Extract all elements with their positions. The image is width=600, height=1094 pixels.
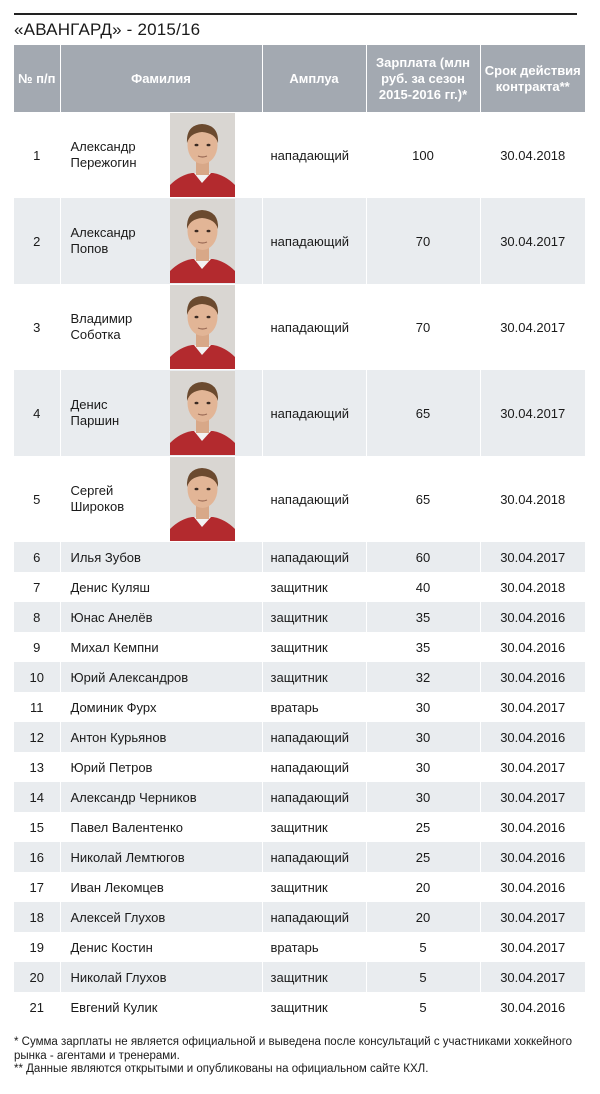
row-number: 12 [14,722,60,752]
player-role: защитник [262,662,366,692]
player-photo [170,371,235,455]
player-name: Михал Кемпни [60,632,262,662]
player-photo [170,199,235,283]
player-last-name: Широков [70,499,125,514]
row-number: 21 [14,992,60,1022]
player-role: защитник [262,602,366,632]
player-role: нападающий [262,722,366,752]
row-number: 2 [14,198,60,284]
footnote-salary: * Сумма зарплаты не является официальной и выведена после консультаций с участниками хоккейного рынка - агентами и тренерами. [14,1036,573,1062]
player-salary: 5 [366,992,480,1022]
player-last-name: Паршин [70,413,120,428]
contract-date: 30.04.2016 [480,872,585,902]
player-role: вратарь [262,932,366,962]
table-row [14,812,585,842]
contract-date: 30.04.2017 [480,902,585,932]
player-name: Юнас Анелёв [60,602,262,632]
row-number: 9 [14,632,60,662]
player-name: Александр Черников [60,782,262,812]
contract-date: 30.04.2017 [480,692,585,722]
table-row [14,112,585,198]
player-name: Антон Курьянов [60,722,262,752]
footnotes [14,1036,594,1077]
player-role: нападающий [262,456,366,542]
contract-date: 30.04.2018 [480,112,585,198]
player-salary: 20 [366,902,480,932]
table-row [14,692,585,722]
table-row [14,842,585,872]
table-row [14,572,585,602]
player-salary: 70 [366,284,480,370]
title-rule [14,13,577,15]
player-name: Юрий Петров [60,752,262,782]
header-contract: Срок действия контракта** [480,45,585,112]
row-number: 18 [14,902,60,932]
contract-date: 30.04.2017 [480,932,585,962]
player-name: Алексей Глухов [60,902,262,932]
table-row [14,662,585,692]
contract-date: 30.04.2016 [480,842,585,872]
row-number: 5 [14,456,60,542]
table-row [14,722,585,752]
player-name: Павел Валентенко [60,812,262,842]
contract-date: 30.04.2017 [480,284,585,370]
footnote-contract: ** Данные являются открытыми и опубликованы на официальном сайте КХЛ. [14,1063,429,1075]
player-name-cell [60,456,262,542]
player-salary: 20 [366,872,480,902]
player-role: нападающий [262,284,366,370]
player-role: защитник [262,812,366,842]
table-row [14,902,585,932]
player-first-name: Сергей [70,483,114,498]
player-name: Иван Лекомцев [60,872,262,902]
row-number: 15 [14,812,60,842]
row-number: 17 [14,872,60,902]
player-salary: 35 [366,602,480,632]
player-salary: 25 [366,812,480,842]
contract-date: 30.04.2016 [480,632,585,662]
row-number: 10 [14,662,60,692]
header-role: Амплуа [262,45,366,112]
player-role: нападающий [262,842,366,872]
player-salary: 5 [366,962,480,992]
player-photo [170,457,235,541]
player-role: защитник [262,572,366,602]
player-salary: 5 [366,932,480,962]
player-first-name: Денис [70,397,108,412]
table-row [14,992,585,1022]
player-role: нападающий [262,782,366,812]
player-role: нападающий [262,112,366,198]
player-role: защитник [262,632,366,662]
player-role: защитник [262,872,366,902]
player-role: вратарь [262,692,366,722]
player-salary: 30 [366,782,480,812]
table-row [14,542,585,572]
row-number: 14 [14,782,60,812]
player-salary: 30 [366,722,480,752]
player-last-name: Пережогин [70,155,137,170]
contract-date: 30.04.2017 [480,198,585,284]
contract-date: 30.04.2017 [480,542,585,572]
row-number: 7 [14,572,60,602]
row-number: 3 [14,284,60,370]
row-number: 13 [14,752,60,782]
contract-date: 30.04.2018 [480,456,585,542]
table-row [14,872,585,902]
contract-date: 30.04.2017 [480,782,585,812]
table-row [14,782,585,812]
player-name-cell [60,112,262,198]
header-num: № п/п [14,45,60,112]
salary-table [14,45,585,1022]
table-header-row [14,45,585,112]
contract-date: 30.04.2016 [480,602,585,632]
table-row [14,198,585,284]
player-first-name: Александр [70,139,136,154]
table-row [14,602,585,632]
header-salary: Зарплата (млн руб. за сезон 2015-2016 гг.)* [366,45,480,112]
table-row [14,962,585,992]
header-name: Фамилия [60,45,262,112]
player-salary: 65 [366,456,480,542]
row-number: 11 [14,692,60,722]
player-name: Юрий Александров [60,662,262,692]
player-salary: 35 [366,632,480,662]
player-name: Денис Куляш [60,572,262,602]
player-photo [170,285,235,369]
player-role: нападающий [262,542,366,572]
player-salary: 100 [366,112,480,198]
player-role: защитник [262,992,366,1022]
row-number: 4 [14,370,60,456]
row-number: 6 [14,542,60,572]
player-salary: 40 [366,572,480,602]
row-number: 1 [14,112,60,198]
player-first-name: Владимир [70,311,133,326]
row-number: 19 [14,932,60,962]
contract-date: 30.04.2016 [480,722,585,752]
player-name-cell [60,198,262,284]
player-name: Денис Костин [60,932,262,962]
row-number: 20 [14,962,60,992]
player-salary: 30 [366,752,480,782]
player-role: нападающий [262,752,366,782]
table-row [14,632,585,662]
table-row [14,284,585,370]
table-row [14,932,585,962]
contract-date: 30.04.2016 [480,812,585,842]
player-salary: 60 [366,542,480,572]
player-last-name: Попов [70,241,109,256]
player-name-cell [60,284,262,370]
player-salary: 25 [366,842,480,872]
player-name: Николай Лемтюгов [60,842,262,872]
player-role: нападающий [262,370,366,456]
contract-date: 30.04.2018 [480,572,585,602]
player-last-name: Соботка [70,327,121,342]
contract-date: 30.04.2017 [480,370,585,456]
player-salary: 30 [366,692,480,722]
player-role: защитник [262,962,366,992]
player-salary: 65 [366,370,480,456]
row-number: 16 [14,842,60,872]
player-salary: 70 [366,198,480,284]
player-role: нападающий [262,902,366,932]
player-name: Илья Зубов [60,542,262,572]
player-salary: 32 [366,662,480,692]
player-name: Евгений Кулик [60,992,262,1022]
table-row [14,370,585,456]
contract-date: 30.04.2016 [480,992,585,1022]
player-name: Николай Глухов [60,962,262,992]
contract-date: 30.04.2017 [480,752,585,782]
player-name: Доминик Фурх [60,692,262,722]
table-row [14,752,585,782]
player-name-cell [60,370,262,456]
contract-date: 30.04.2017 [480,962,585,992]
page-title: «АВАНГАРД» - 2015/16 [14,20,201,39]
player-first-name: Александр [70,225,136,240]
player-role: нападающий [262,198,366,284]
contract-date: 30.04.2016 [480,662,585,692]
player-photo [170,113,235,197]
row-number: 8 [14,602,60,632]
table-row [14,456,585,542]
